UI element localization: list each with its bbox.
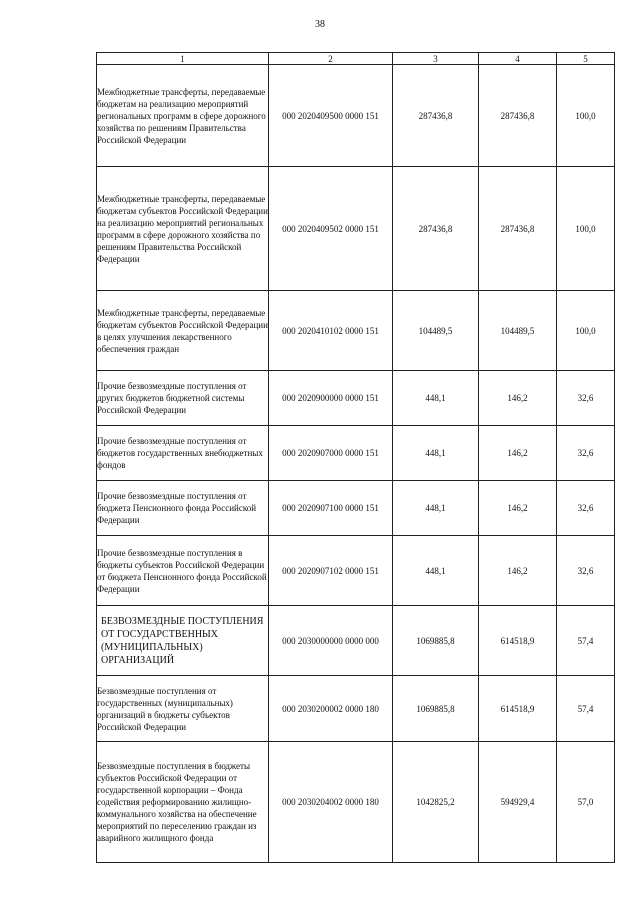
row-percent: 100,0 [557, 291, 615, 371]
table-row [97, 167, 615, 291]
row-name: Межбюджетные трансферты, передаваемые бюджетам субъектов Российской Федерации на реализацию мероприятий региональных программ в сфере дорожного хозяйства по решениям Правительства Российской Федерации [97, 193, 268, 264]
row-percent: 100,0 [557, 167, 615, 291]
row-name-cell [97, 426, 269, 481]
row-planned: 287436,8 [393, 167, 479, 291]
row-percent: 32,6 [557, 426, 615, 481]
row-executed: 146,2 [479, 371, 557, 426]
row-percent: 57,4 [557, 606, 615, 676]
row-name: Безвозмездные поступления в бюджеты субъектов Российской Федерации от государственной корпорации – Фонда содействия реформированию жилищно-коммунального хозяйства на обеспечение мероприятий по переселению граждан из аварийного жилищного фонда [97, 761, 257, 843]
row-percent: 32,6 [557, 371, 615, 426]
row-percent: 32,6 [557, 536, 615, 606]
row-executed: 146,2 [479, 536, 557, 606]
row-name: Прочие безвозмездные поступления в бюджеты субъектов Российской Федерации от бюджета Пенсионного фонда Российской Федерации [97, 547, 267, 594]
row-planned: 1069885,8 [393, 676, 479, 742]
row-executed: 594929,4 [479, 742, 557, 863]
row-code: 000 2020900000 0000 151 [269, 371, 393, 426]
row-name: Межбюджетные трансферты, передаваемые бюджетам на реализацию мероприятий региональных программ в сфере дорожного хозяйства по решениям Правительства Российской Федерации [97, 86, 266, 145]
row-code: 000 2020907102 0000 151 [269, 536, 393, 606]
row-code: 000 2020410102 0000 151 [269, 291, 393, 371]
row-name-cell [97, 291, 269, 371]
table-row [97, 426, 615, 481]
row-planned: 448,1 [393, 481, 479, 536]
row-executed: 104489,5 [479, 291, 557, 371]
table-row [97, 536, 615, 606]
row-code: 000 2020409502 0000 151 [269, 167, 393, 291]
row-name-cell [97, 371, 269, 426]
row-percent: 32,6 [557, 481, 615, 536]
page-number: 38 [315, 19, 325, 30]
table-row [97, 371, 615, 426]
row-name: Прочие безвозмездные поступления от других бюджетов бюджетной системы Российской Федерации [97, 381, 247, 415]
row-planned: 287436,8 [393, 65, 479, 167]
row-planned: 1042825,2 [393, 742, 479, 863]
row-executed: 614518,9 [479, 676, 557, 742]
header-col-4: 4 [479, 53, 557, 65]
header-col-3: 3 [393, 53, 479, 65]
row-code: 000 2030200002 0000 180 [269, 676, 393, 742]
header-col-2: 2 [269, 53, 393, 65]
table-row [97, 606, 615, 676]
row-name-cell [97, 536, 269, 606]
row-executed: 287436,8 [479, 65, 557, 167]
row-percent: 100,0 [557, 65, 615, 167]
budget-table [96, 52, 615, 863]
row-name-cell [97, 676, 269, 742]
row-planned: 448,1 [393, 426, 479, 481]
row-name-cell [97, 481, 269, 536]
row-executed: 614518,9 [479, 606, 557, 676]
row-name-cell [97, 742, 269, 863]
table-row [97, 65, 615, 167]
row-code: 000 2020409500 0000 151 [269, 65, 393, 167]
row-name: Прочие безвозмездные поступления от бюджета Пенсионного фонда Российской Федерации [97, 491, 257, 525]
row-planned: 448,1 [393, 371, 479, 426]
row-code: 000 2020907100 0000 151 [269, 481, 393, 536]
row-planned: 104489,5 [393, 291, 479, 371]
table-row [97, 481, 615, 536]
row-executed: 287436,8 [479, 167, 557, 291]
header-col-1: 1 [97, 53, 269, 65]
row-name: Прочие безвозмездные поступления от бюджетов государственных внебюджетных фондов [97, 436, 263, 470]
row-planned: 448,1 [393, 536, 479, 606]
table-row [97, 742, 615, 863]
row-percent: 57,4 [557, 676, 615, 742]
row-executed: 146,2 [479, 481, 557, 536]
row-code: 000 2030204002 0000 180 [269, 742, 393, 863]
header-col-5: 5 [557, 53, 615, 65]
row-name-cell [97, 606, 269, 676]
row-planned: 1069885,8 [393, 606, 479, 676]
row-percent: 57,0 [557, 742, 615, 863]
table-row [97, 676, 615, 742]
row-name: Безвозмездные поступления от государственных (муниципальных) организаций в бюджеты субъектов Российской Федерации [97, 685, 233, 732]
row-name: Межбюджетные трансферты, передаваемые бюджетам субъектов Российской Федерации в целях улучшения лекарственного обеспечения граждан [97, 307, 268, 354]
header-row [97, 53, 615, 65]
row-name-cell [97, 167, 269, 291]
table-row [97, 291, 615, 371]
row-executed: 146,2 [479, 426, 557, 481]
row-code: 000 2020907000 0000 151 [269, 426, 393, 481]
row-code: 000 2030000000 0000 000 [269, 606, 393, 676]
row-name-cell [97, 65, 269, 167]
row-name: БЕЗВОЗМЕЗДНЫЕ ПОСТУПЛЕНИЯ ОТ ГОСУДАРСТВЕННЫХ (МУНИЦИПАЛЬНЫХ) ОРГАНИЗАЦИЙ [101, 615, 264, 666]
